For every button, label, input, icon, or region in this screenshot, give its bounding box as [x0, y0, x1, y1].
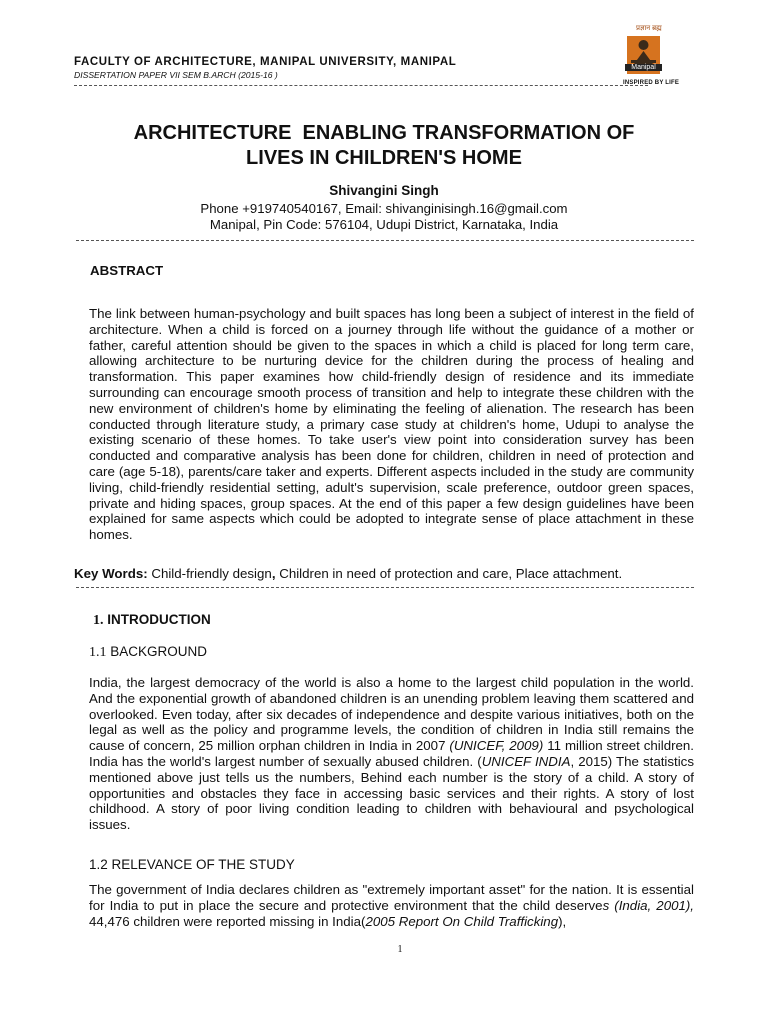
faculty-header: FACULTY OF ARCHITECTURE, MANIPAL UNIVERSITY, MANIPAL — [74, 56, 457, 68]
rel-text-3: ), — [558, 913, 567, 929]
rel-text-1b: s — [602, 897, 610, 913]
author-name: Shivangini Singh — [329, 183, 439, 198]
page-number: 1 — [397, 944, 403, 955]
logo-name: Manipal — [625, 64, 662, 71]
dissertation-subtitle: DISSERTATION PAPER VII SEM B.ARCH (2015-16 ) — [74, 70, 278, 80]
keyword-separator: , — [271, 566, 276, 581]
introduction-heading — [93, 612, 211, 629]
rel-text-2: 44,476 children were reported missing in India( — [89, 913, 366, 929]
background-paragraph — [89, 675, 694, 833]
logo-tagline: INSPIRED BY LIFE — [623, 80, 680, 86]
keywords-divider — [76, 587, 694, 588]
intro-title: INTRODUCTION — [103, 612, 211, 627]
intro-number: 1. — [93, 613, 104, 628]
bg-text-2: 11 million street children. India has the world's largest number of sexually abused children. ( — [89, 738, 695, 769]
background-heading — [89, 644, 207, 661]
bg-cite-2: UNICEF INDIA — [481, 753, 571, 769]
paper-title — [0, 121, 768, 171]
bg-text-1: India, the largest democracy of the world is also a home to the largest child population in the world. And the exponential growth of abandoned children is an unending problem leaving them scattered and overlooked. Even today, after six decades of independence and despite various initiatives, both on the legal as well as the policy and programme levels, the condition of children in India still remains the cause of concern, 25 million orphan children in India in 2007 — [89, 675, 694, 754]
author-contact — [0, 201, 768, 233]
title-line-2: LIVES IN CHILDREN'S HOME — [246, 147, 522, 169]
keyword-2: Children in need of protection and care, Place attachment. — [275, 566, 623, 581]
abstract-heading: ABSTRACT — [90, 263, 164, 278]
relevance-heading: 1.2 RELEVANCE OF THE STUDY — [89, 857, 295, 872]
keywords-label: Key Words: — [74, 566, 148, 581]
rel-cite-2: 2005 Report On Child Trafficking — [365, 913, 559, 929]
background-title: BACKGROUND — [106, 644, 208, 659]
keyword-1: Child-friendly design — [147, 566, 272, 581]
manipal-logo — [614, 24, 694, 96]
background-number: 1.1 — [89, 645, 107, 660]
rel-cite-1: (India, 2001), — [614, 897, 694, 913]
bg-cite-1: (UNICEF, 2009) — [449, 738, 544, 754]
header-divider — [74, 85, 648, 86]
keywords-line — [74, 566, 622, 581]
author-address: Manipal, Pin Code: 576104, Udupi District, Karnataka, India — [209, 217, 559, 232]
author-phone-email: Phone +919740540167, Email: shivanginisingh.16@gmail.com — [200, 201, 568, 216]
rel-text-1: The government of India declares children as "extremely important asset" for the nation. It is essential for India to put in place the secure and protective environment that the child deserve — [89, 882, 694, 913]
bg-text-3: , 2015) The statistics mentioned above just tells us the numbers, Behind each number is the story of a child. A story of opportunities and obstacles they face in accessing basic services and their rights. A story of lost childhood. A story of poor living condition leading to children with behavioural and psychological issues. — [89, 753, 694, 833]
relevance-paragraph — [89, 882, 694, 929]
title-line-1: ARCHITECTURE ENABLING TRANSFORMATION OF — [133, 122, 635, 144]
section-divider — [76, 240, 694, 241]
abstract-text: The link between human-psychology and built spaces has long been a subject of interest in the field of architecture. When a child is forced on a journey through life without the guidance of a mother or father, careful attention should be given to the spaces in which a child is placed for long term care, allowing architecture to be nurturing device for the children during the process of healing and transformation. This paper examines how child-friendly design of residence and its immediate surrounding can encourage smooth process of transition and help to integrate these children with the new environment of children's home by eliminating the feeling of alienation. The research has been conducted through literature study, a primary case study at children's home, Udupi to analyse the existing scenario of these homes. To take user's view point into consideration survey has been conducted and comparative analysis has been done for children, children in need of protection and care (age 5-18), parents/care taker and experts. Different aspects included in the study are community living, child-friendly residential setting, adult's supervision, scale preference, outdoor green spaces, private and hiding spaces, group spaces. At the end of this paper a few design guidelines have been explained for same aspects which could be adopted to integrate sense of place attachment in these homes. — [89, 306, 694, 543]
logo-hindi-text: प्रज्ञान ब्रह्म — [636, 25, 662, 32]
